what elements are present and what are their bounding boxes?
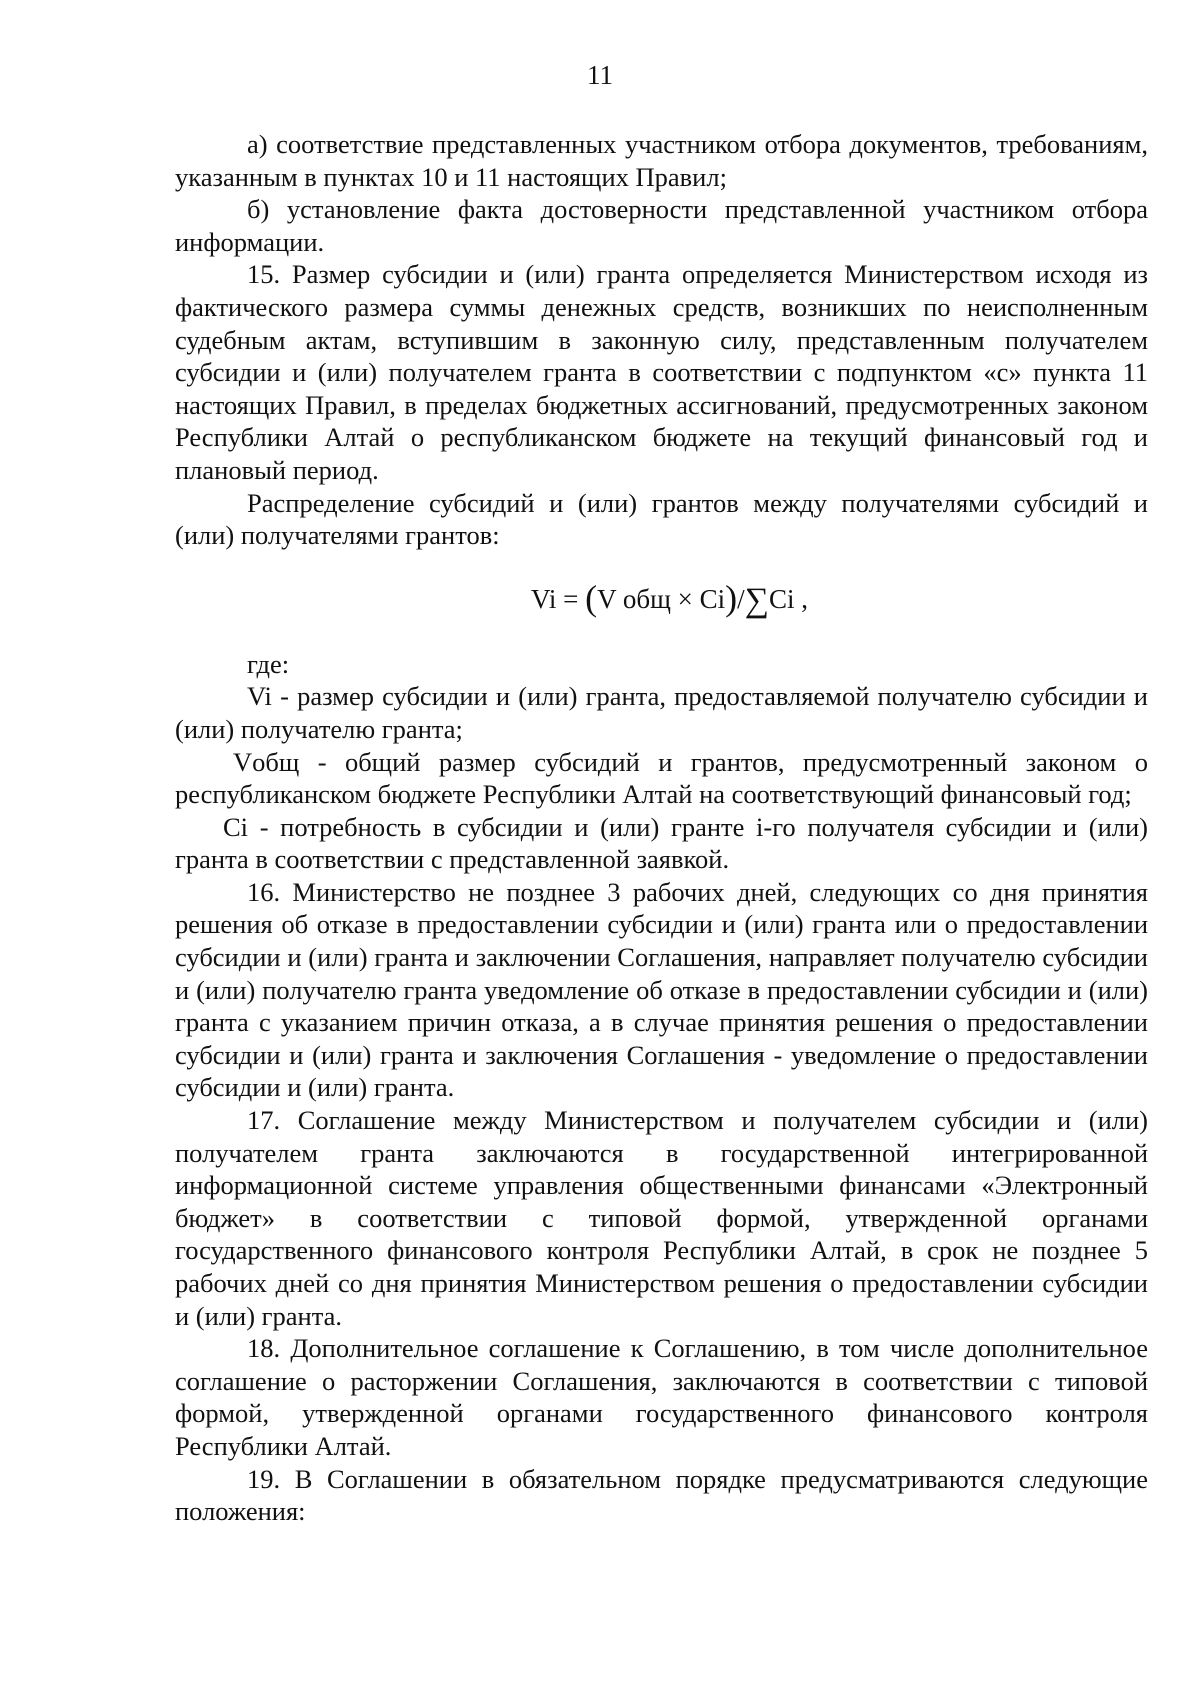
formula-sigma: ∑	[744, 581, 769, 619]
formula-open-paren: (	[585, 577, 598, 618]
paragraph-16: 16. Министерство не позднее 3 рабочих дней, следующих со дня принятия решения об отказе в предоставлении субсидии и (или) гранта или о предоставлении субсидии и (или) гранта и заключении Соглашения, направляет получателю субсидии и (или) получателю гранта уведомление об отказе в предоставлении субсидии и (или) гранта с указанием причин отказа, а в случае принятия решения о предоставлении субсидии и (или) гранта и заключения Соглашения - уведомление о предоставлении субсидии и (или) гранта.	[175, 876, 1148, 1103]
page-number: 11	[587, 60, 613, 90]
document-body	[175, 128, 1148, 1528]
formula-rhs: Ci ,	[768, 583, 808, 614]
formula-slash: /	[737, 583, 745, 614]
paragraph-distribution: Распределение субсидий и (или) грантов между получателями субсидий и (или) получателями грантов:	[175, 487, 1148, 551]
paragraph-where: где:	[247, 648, 290, 679]
paragraph-15: 15. Размер субсидии и (или) гранта определяется Министерством исходя из фактического размера суммы денежных средств, возникших по неисполненным судебным актам, вступившим в законную силу, представленным получателем субсидии и (или) получателем гранта в соответствии с подпунктом «с» пункта 11 настоящих Правил, в пределах бюджетных ассигнований, предусмотренных законом Республики Алтай о республиканском бюджете на текущий финансовый год и плановый период.	[175, 259, 1148, 485]
paragraph-18: 18. Дополнительное соглашение к Соглашению, в том числе дополнительное соглашение о расторжении Соглашения, заключаются в соответствии с типовой формой, утвержденной органами государственного финансового контроля Республики Алтай.	[175, 1333, 1148, 1461]
paragraph-b: б) установление факта достоверности представленной участником отбора информации.	[175, 194, 1148, 257]
paragraph-a: а) соответствие представленных участником отбора документов, требованиям, указанным в пунктах 10 и 11 настоящих Правил;	[175, 129, 1148, 192]
definition-vobsh: Vобщ - общий размер субсидий и грантов, предусмотренный законом о республиканском бюджете Республики Алтай на соответствующий финансовый год;	[175, 746, 1148, 810]
formula-close-paren: )	[725, 577, 738, 618]
formula	[175, 568, 1148, 648]
formula-lhs: Vi =	[531, 583, 586, 614]
definition-ci: Ci - потребность в субсидии и (или) гранте i-го получателя субсидии и (или) гранта в соответствии с представленной заявкой.	[175, 811, 1148, 875]
definition-vi: Vi - размер субсидии и (или) гранта, предоставляемой получателю субсидии и (или) получателю гранта;	[175, 681, 1148, 744]
paragraph-19: 19. В Соглашении в обязательном порядке предусматриваются следующие положения:	[175, 1463, 1148, 1527]
formula-inner: V общ × Ci	[597, 583, 726, 614]
paragraph-17: 17. Соглашение между Министерством и получателем субсидии и (или) получателем гранта заключаются в государственной интегрированной информационной системе управления общественными финансами «Электронный бюджет» в соответствии с типовой формой, утвержденной органами государственного финансового контроля Республики Алтай, в срок не позднее 5 рабочих дней со дня принятия Министерством решения о предоставлении субсидии и (или) гранта.	[175, 1105, 1148, 1331]
